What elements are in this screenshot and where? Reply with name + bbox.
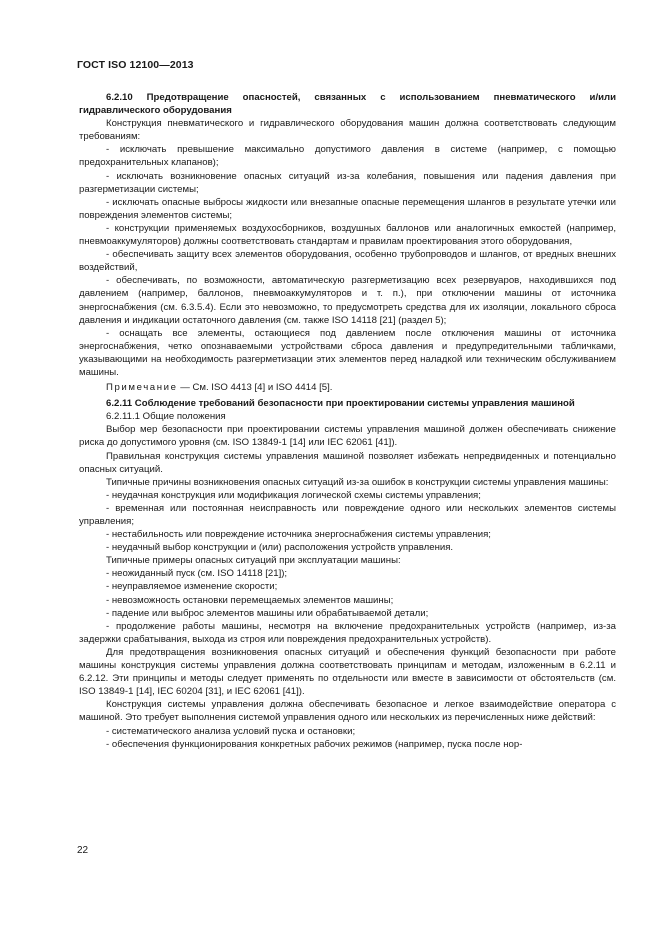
list-item: - оснащать все элементы, остающиеся под давлением после отключения машины от источника энергоснабжения, четко опознаваемыми устройствами сброса давления и предупредительными табличками, указывающими на необходимость разгерметизации этих элементов перед наладкой или техническим обслуживанием машины.	[79, 327, 616, 378]
list-item: - обеспечивать, по возможности, автоматическую разгерметизацию всех резервуаров, находившихся под давлением (например, баллонов, пневмоаккумуляторов и т. п.), при отключении машины от источника энергоснабжения (см. 6.3.5.4). Если это невозможно, то предусмотреть средства для их изоляции, локального сброса давления и индикации остаточного давления (см. также ISO 14118 [21] (раздел 5);	[79, 275, 616, 326]
paragraph: Типичные примеры опасных ситуаций при эксплуатации машины:	[106, 555, 401, 567]
list-item: - неудачный выбор конструкции и (или) расположения устройств управления.	[106, 542, 454, 554]
section-6-2-10-heading: 6.2.10 Предотвращение опасностей, связанных с использованием пневматического и/или гидравлического оборудования	[79, 92, 616, 117]
list-item: - неуправляемое изменение скорости;	[106, 581, 278, 593]
section-6-2-11-heading: 6.2.11 Соблюдение требований безопасности при проектировании системы управления машиной	[106, 398, 575, 410]
list-item: - падение или выброс элементов машины или обрабатываемой детали;	[106, 607, 429, 619]
list-item: - неожиданный пуск (см. ISO 14118 [21]);	[106, 568, 288, 580]
section-6-2-10-intro: Конструкция пневматического и гидравлического оборудования машин должна соответствовать следующим требованиям:	[79, 118, 616, 143]
list-item: - нестабильность или повреждение источника энергоснабжения системы управления;	[106, 529, 491, 541]
note-text: — См. ISO 4413 [4] и ISO 4414 [5].	[177, 382, 333, 394]
note	[79, 381, 616, 394]
list-item: - невозможность остановки перемещаемых элементов машины;	[106, 594, 394, 606]
list-item: - исключать опасные выбросы жидкости или внезапные опасные перемещения шлангов в результате утечки или повреждения элементов системы;	[79, 196, 616, 221]
paragraph: Типичные причины возникновения опасных ситуаций из-за ошибок в конструкции системы управления машины:	[106, 476, 609, 488]
page-number: 22	[77, 845, 89, 856]
page-content	[79, 91, 616, 751]
paragraph: Конструкция системы управления должна обеспечивать безопасное и легкое взаимодействие оператора с машиной. Это требует выполнения системой управления одного или нескольких из перечисленных ниже действий:	[79, 699, 616, 724]
list-item: - систематического анализа условий пуска и остановки;	[106, 725, 356, 737]
list-item: - обеспечения функционирования конкретных рабочих режимов (например, пуска после нор-	[106, 738, 523, 750]
subsection-6-2-11-1-heading: 6.2.11.1 Общие положения	[106, 411, 226, 423]
list-item: - обеспечивать защиту всех элементов оборудования, особенно трубопроводов и шлангов, от вредных внешних воздействий,	[79, 249, 616, 274]
list-item: - исключать превышение максимально допустимого давления в системе (например, с помощью предохранительных клапанов);	[79, 144, 616, 169]
list-item: - конструкции применяемых воздухосборников, воздушных баллонов или аналогичных емкостей (например, пневмоаккумуляторов) должны соответствовать стандартам и правилам проектирования этого оборудования,	[79, 222, 616, 248]
list-item: - неудачная конструкция или модификация логической схемы системы управления;	[106, 489, 481, 501]
paragraph: Для предотвращения возникновения опасных ситуаций и обеспечения функций безопасности при работе машины конструкция системы управления должна соответствовать принципам и методам, изложенным в 6.2.11 и 6.2.12. Эти принципы и методы следует применять по отдельности или вместе в зависимости от обстоятельств (см. ISO 13849-1 [14], IEC 60204 [31], и IEC 62061 [41]).	[79, 646, 616, 698]
list-item: - продолжение работы машины, несмотря на включение предохранительных устройств (например, из-за задержки срабатывания, выхода из строя или повреждения предохранительных устройств).	[79, 620, 616, 645]
list-item: - временная или постоянная неисправность или повреждение одного или нескольких элементов системы управления;	[79, 502, 616, 527]
list-item: - исключать возникновение опасных ситуаций из-за колебания, повышения или падения давления при разгерметизации системы;	[79, 170, 616, 195]
paragraph: Выбор мер безопасности при проектировании системы управления машиной должен обеспечивать снижение риска до допустимого уровня (см. ISO 13849-1 [14] или IEC 62061 [41]).	[79, 424, 616, 449]
paragraph: Правильная конструкция системы управления машиной позволяет избежать непредвиденных и потенциально опасных ситуаций.	[79, 450, 616, 475]
document-header: ГОСТ ISO 12100—2013	[77, 59, 194, 71]
note-label: Примечание	[106, 382, 178, 394]
